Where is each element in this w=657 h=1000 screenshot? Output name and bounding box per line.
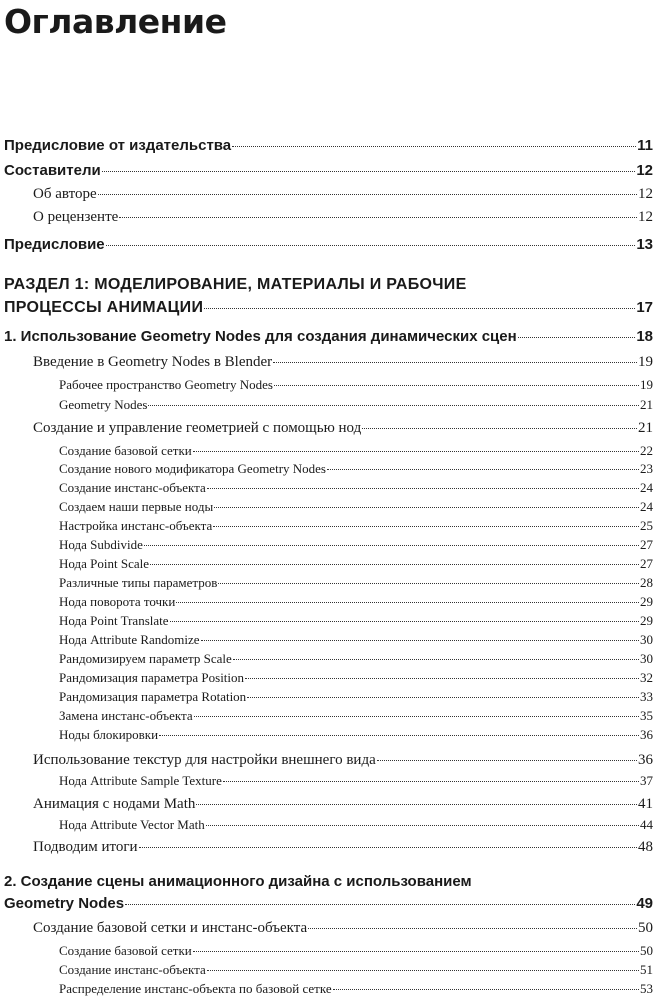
- leader-dots: [98, 194, 637, 195]
- leader-dots: [245, 678, 639, 679]
- page-number: 19: [640, 377, 653, 392]
- toc-entry[interactable]: [4, 962, 653, 978]
- toc-entry-title: Замена инстанс-объекта: [59, 708, 193, 723]
- leader-dots: [159, 735, 639, 736]
- page-number: 32: [640, 670, 653, 685]
- toc-entry-title: Предисловие: [4, 236, 105, 253]
- leader-dots: [204, 308, 635, 309]
- toc-entry-title: Нода поворота точки: [59, 594, 176, 609]
- leader-dots: [247, 697, 639, 698]
- leader-dots: [274, 385, 639, 386]
- leader-dots: [308, 928, 637, 929]
- toc-entry-title: Создание базовой сетки: [59, 943, 192, 958]
- page-number: 50: [638, 920, 653, 936]
- page-number: 21: [638, 420, 653, 436]
- page-number: 33: [640, 689, 653, 704]
- toc-entry-title: Создание нового модификатора Geometry Nodes: [59, 461, 326, 476]
- leader-dots: [196, 804, 637, 805]
- page-number: 30: [640, 651, 653, 666]
- toc-entry-title: Анимация с нодами Math: [33, 796, 196, 812]
- chapter-2-title-line-2: Geometry Nodes: [4, 895, 125, 912]
- toc-entry[interactable]: [4, 632, 653, 648]
- leader-dots: [218, 583, 639, 584]
- toc-entry-title: Рандомизация параметра Position: [59, 670, 245, 685]
- toc-entry-title: Предисловие от издательства: [4, 137, 232, 154]
- toc-entry-title: Подводим итоги: [33, 839, 138, 855]
- page-number: 30: [640, 632, 653, 647]
- page-title: Оглавление: [4, 2, 227, 41]
- leader-dots: [207, 488, 639, 489]
- leader-dots: [333, 989, 639, 990]
- leader-dots: [193, 451, 639, 452]
- page-number: 13: [636, 236, 653, 253]
- page-number: 27: [640, 537, 653, 552]
- leader-dots: [213, 526, 639, 527]
- toc-entry[interactable]: [4, 689, 653, 705]
- chapter-2-entry[interactable]: [4, 895, 653, 912]
- leader-dots: [207, 970, 639, 971]
- leader-dots: [194, 716, 639, 717]
- toc-entry[interactable]: [4, 594, 653, 610]
- toc-entry-title: Введение в Geometry Nodes в Blender: [33, 354, 273, 370]
- toc-entry-title: Распределение инстанс-объекта по базовой сетке: [59, 981, 332, 996]
- page-number: 12: [638, 209, 653, 225]
- toc-entry[interactable]: [4, 420, 653, 437]
- page-number: 36: [640, 727, 653, 742]
- page-number: 35: [640, 708, 653, 723]
- page-number: 28: [640, 575, 653, 590]
- page-number: 29: [640, 594, 653, 609]
- page-number: 11: [637, 137, 653, 154]
- toc-entry[interactable]: [4, 839, 653, 856]
- toc-entry-title: 1. Использование Geometry Nodes для создания динамических сцен: [4, 328, 517, 345]
- leader-dots: [233, 659, 639, 660]
- page-number: 17: [636, 299, 653, 316]
- toc-entry[interactable]: [4, 575, 653, 591]
- toc-entry[interactable]: [4, 499, 653, 515]
- leader-dots: [102, 171, 636, 172]
- leader-dots: [176, 602, 639, 603]
- toc-entry[interactable]: [4, 651, 653, 667]
- toc-entry[interactable]: [4, 727, 653, 743]
- toc-entry-title: Создание базовой сетки: [59, 443, 192, 458]
- page-number: 41: [638, 796, 653, 812]
- toc-entry[interactable]: [4, 773, 653, 789]
- page-number: 25: [640, 518, 653, 533]
- leader-dots: [223, 781, 639, 782]
- page-number: 22: [640, 443, 653, 458]
- page-number: 18: [636, 328, 653, 345]
- page-number: 19: [638, 354, 653, 370]
- toc-entry[interactable]: [4, 328, 653, 345]
- toc-entry[interactable]: [4, 137, 653, 154]
- toc-entry[interactable]: [4, 186, 653, 203]
- page-number: 50: [640, 943, 653, 958]
- leader-dots: [214, 507, 639, 508]
- toc-entry-title: Нода Subdivide: [59, 537, 143, 552]
- page-number: 36: [638, 752, 653, 768]
- leader-dots: [201, 640, 639, 641]
- leader-dots: [150, 564, 639, 565]
- leader-dots: [206, 825, 639, 826]
- page-number: 23: [640, 461, 653, 476]
- leader-dots: [119, 217, 637, 218]
- leader-dots: [170, 621, 639, 622]
- toc-entry[interactable]: [4, 796, 653, 813]
- page-number: 53: [640, 981, 653, 996]
- section-1-title-line-2: ПРОЦЕССЫ АНИМАЦИИ: [4, 299, 204, 316]
- chapter-2-title-line-1: 2. Создание сцены анимационного дизайна с использованием: [4, 873, 472, 890]
- toc-entry-title: Geometry Nodes: [59, 397, 148, 412]
- section-1-title-line-1: РАЗДЕЛ 1: МОДЕЛИРОВАНИЕ, МАТЕРИАЛЫ И РАБОЧИЕ: [4, 276, 467, 293]
- toc-entry-title: Нода Point Translate: [59, 613, 169, 628]
- toc-entry-title: Рандомизируем параметр Scale: [59, 651, 232, 666]
- page-number: 49: [636, 895, 653, 912]
- toc-entry-title: Составители: [4, 162, 101, 179]
- toc-entry[interactable]: [4, 397, 653, 413]
- leader-dots: [327, 469, 639, 470]
- toc-entry[interactable]: [4, 920, 653, 937]
- toc-entry-title: Ноды блокировки: [59, 727, 159, 742]
- section-1-entry[interactable]: [4, 299, 653, 317]
- toc-entry[interactable]: [4, 480, 653, 496]
- toc-entry[interactable]: [4, 556, 653, 572]
- toc-entry[interactable]: [4, 943, 653, 959]
- leader-dots: [273, 362, 637, 363]
- page-number: 24: [640, 499, 653, 514]
- toc-entry-title: Нода Attribute Vector Math: [59, 817, 205, 832]
- toc-entry-title: Создание и управление геометрией с помощью нод: [33, 420, 362, 436]
- leader-dots: [139, 847, 637, 848]
- toc-entry-title: Нода Attribute Randomize: [59, 632, 200, 647]
- toc-entry-title: Различные типы параметров: [59, 575, 218, 590]
- toc-entry-title: Создание базовой сетки и инстанс-объекта: [33, 920, 308, 936]
- leader-dots: [144, 545, 639, 546]
- toc-entry[interactable]: [4, 461, 653, 477]
- toc-entry-title: Создание инстанс-объекта: [59, 962, 206, 977]
- page-number: 27: [640, 556, 653, 571]
- toc-entry[interactable]: [4, 752, 653, 769]
- toc-entry-title: Рандомизация параметра Rotation: [59, 689, 247, 704]
- leader-dots: [362, 428, 637, 429]
- page-number: 24: [640, 480, 653, 495]
- leader-dots: [232, 146, 636, 147]
- page-number: 12: [638, 186, 653, 202]
- toc-entry[interactable]: [4, 162, 653, 179]
- toc-entry[interactable]: [4, 670, 653, 686]
- toc-entry-title: Об авторе: [33, 186, 97, 202]
- leader-dots: [518, 337, 636, 338]
- page-number: 51: [640, 962, 653, 977]
- page-number: 37: [640, 773, 653, 788]
- toc-entry-title: Настройка инстанс-объекта: [59, 518, 213, 533]
- page-number: 12: [636, 162, 653, 179]
- toc-entry[interactable]: [4, 981, 653, 997]
- toc-entry[interactable]: [4, 443, 653, 459]
- toc-entry[interactable]: [4, 209, 653, 226]
- leader-dots: [193, 951, 639, 952]
- toc-entry-title: Нода Point Scale: [59, 556, 150, 571]
- toc-entry[interactable]: [4, 817, 653, 833]
- toc-entry[interactable]: [4, 236, 653, 253]
- toc-entry[interactable]: [4, 518, 653, 534]
- toc-entry[interactable]: [4, 537, 653, 553]
- toc-entry[interactable]: [4, 354, 653, 371]
- page-number: 48: [638, 839, 653, 855]
- page-number: 21: [640, 397, 653, 412]
- toc-entry-title: Нода Attribute Sample Texture: [59, 773, 222, 788]
- page-number: 44: [640, 817, 653, 832]
- page-number: 29: [640, 613, 653, 628]
- toc-entry-title: Использование текстур для настройки внешнего вида: [33, 752, 376, 768]
- toc-entry[interactable]: [4, 613, 653, 629]
- toc-entry-title: Создание инстанс-объекта: [59, 480, 206, 495]
- leader-dots: [125, 904, 635, 905]
- leader-dots: [106, 245, 636, 246]
- toc-entry[interactable]: [4, 377, 653, 393]
- leader-dots: [148, 405, 639, 406]
- toc-entry-title: Рабочее пространство Geometry Nodes: [59, 377, 273, 392]
- toc-entry-title: Создаем наши первые ноды: [59, 499, 214, 514]
- toc-entry-title: О рецензенте: [33, 209, 119, 225]
- toc-entry[interactable]: [4, 708, 653, 724]
- leader-dots: [377, 760, 637, 761]
